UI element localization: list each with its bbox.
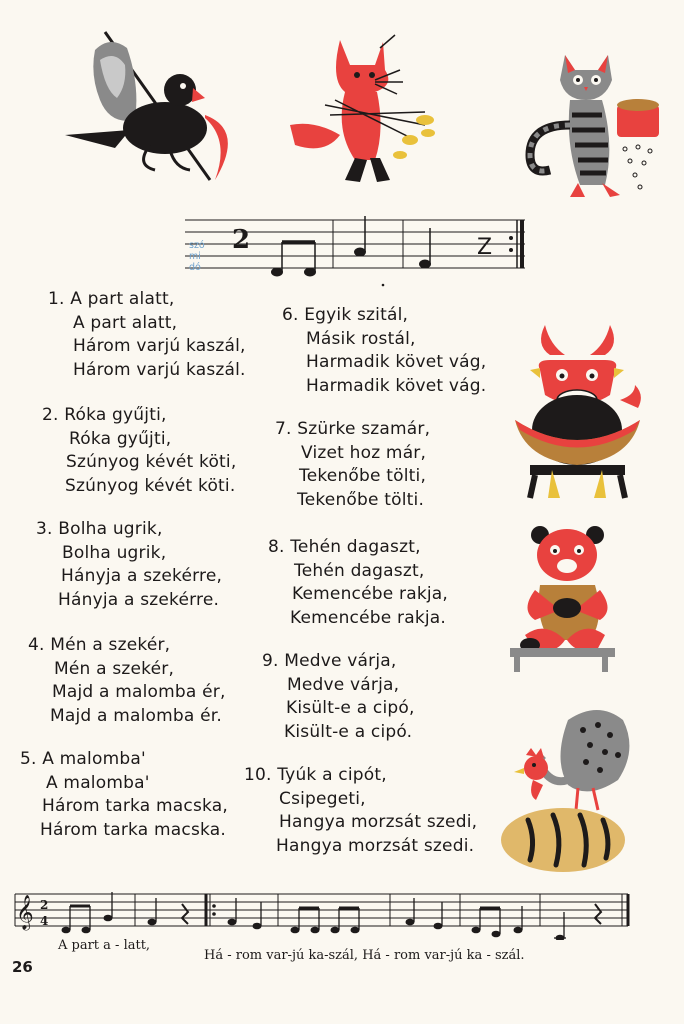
verse-number: 4.: [28, 635, 45, 655]
verse-line: Mén a szekér,: [54, 658, 175, 679]
verse-9: [262, 650, 415, 744]
svg-text:2: 2: [40, 898, 49, 912]
svg-text:Z: Z: [477, 235, 493, 260]
verse-number: 7.: [275, 419, 292, 439]
verse-10: [244, 764, 477, 858]
lyrics-part-2: Há - rom var-jú ka-szál, Há - rom var-jú ka - szál.: [204, 948, 525, 963]
solfege-staff: [185, 210, 535, 300]
verse-line: Szürke szamár,: [297, 419, 431, 439]
verse-number: 8.: [268, 537, 285, 557]
verse-line: Bolha ugrik,: [62, 542, 167, 563]
verse-line: Róka gyűjti,: [69, 428, 172, 449]
verse-line: Másik rostál,: [306, 328, 416, 349]
verse-8: [268, 536, 448, 630]
verse-line: A malomba': [42, 749, 146, 769]
melody-staff: [10, 880, 632, 940]
verse-line: Három tarka macska,: [42, 796, 228, 816]
verse-line: Hányja a szekérre,: [61, 566, 223, 586]
verse-line: Három tarka macska.: [40, 819, 226, 840]
verse-line: Hányja a szekérre.: [58, 589, 220, 610]
verse-number: 5.: [20, 749, 37, 769]
verse-line: Kisült-e a cipó.: [284, 721, 413, 742]
striped-cat-with-sieve-illustration: [520, 45, 675, 210]
fox-gathering-illustration: [285, 30, 440, 195]
verse-line: Tehén dagaszt,: [290, 537, 421, 557]
verse-number: 3.: [36, 519, 53, 539]
lyrics-part-1: A part a - latt,: [58, 938, 151, 953]
verse-line: Róka gyűjti,: [64, 405, 167, 425]
verse-line: Majd a malomba ér.: [50, 705, 222, 726]
verse-line: A part alatt,: [73, 312, 178, 333]
verse-line: Mén a szekér,: [50, 635, 171, 655]
verse-line: Kisült-e a cipó,: [286, 698, 415, 718]
svg-text:𝄞: 𝄞: [16, 895, 34, 930]
svg-text:2: 2: [232, 225, 251, 255]
verse-1: [48, 288, 246, 382]
bull-with-trough-illustration: [510, 320, 655, 505]
verse-line: Három varjú kaszál,: [73, 336, 246, 356]
verse-line: Tehén dagaszt,: [294, 560, 425, 581]
verse-line: Kemencébe rakja,: [292, 584, 449, 604]
verse-line: Medve várja,: [287, 674, 400, 695]
svg-text:4: 4: [40, 914, 49, 928]
verse-2: [42, 404, 236, 498]
verse-line: Három varjú kaszál.: [73, 359, 246, 380]
verse-line: Szúnyog kévét köti,: [66, 452, 237, 472]
verse-number: 2.: [42, 405, 59, 425]
verse-3: [36, 518, 222, 612]
verse-line: Medve várja,: [284, 651, 397, 671]
verse-number: 10.: [244, 765, 272, 785]
verse-line: Tyúk a cipót,: [277, 765, 387, 785]
solfege-mi: mi: [189, 251, 201, 262]
verse-6: [282, 304, 486, 398]
page-number: 26: [12, 958, 33, 976]
verse-line: A malomba': [46, 772, 150, 793]
solfege-szo: szó: [189, 240, 205, 251]
verse-line: Harmadik követ vág,: [306, 352, 487, 372]
hen-with-bread-illustration: [498, 700, 643, 880]
verse-number: 9.: [262, 651, 279, 671]
verse-line: Egyik szitál,: [304, 305, 409, 325]
solfege-labels: [189, 240, 205, 273]
verse-line: Vizet hoz már,: [301, 442, 427, 463]
verse-4: [28, 634, 226, 728]
verse-line: Harmadik követ vág.: [306, 375, 487, 396]
verse-line: Csipegeti,: [279, 788, 366, 809]
solfege-do: dó: [189, 262, 201, 273]
verse-line: A part alatt,: [70, 289, 175, 309]
verse-line: Bolha ugrik,: [58, 519, 163, 539]
verse-line: Tekenőbe tölti.: [297, 489, 425, 510]
verse-number: 6.: [282, 305, 299, 325]
verse-number: 1.: [48, 289, 65, 309]
verse-line: Hangya morzsát szedi,: [279, 812, 478, 832]
bear-sitting-illustration: [505, 520, 625, 675]
verse-line: Szúnyog kévét köti.: [65, 475, 236, 496]
verse-line: Majd a malomba ér,: [52, 682, 226, 702]
verse-line: Hangya morzsát szedi.: [276, 835, 475, 856]
verse-5: [20, 748, 228, 842]
crow-with-scythe-illustration: [55, 30, 245, 185]
verse-line: Kemencébe rakja.: [290, 607, 447, 628]
verse-line: Tekenőbe tölti,: [299, 466, 427, 486]
verse-7: [275, 418, 430, 512]
